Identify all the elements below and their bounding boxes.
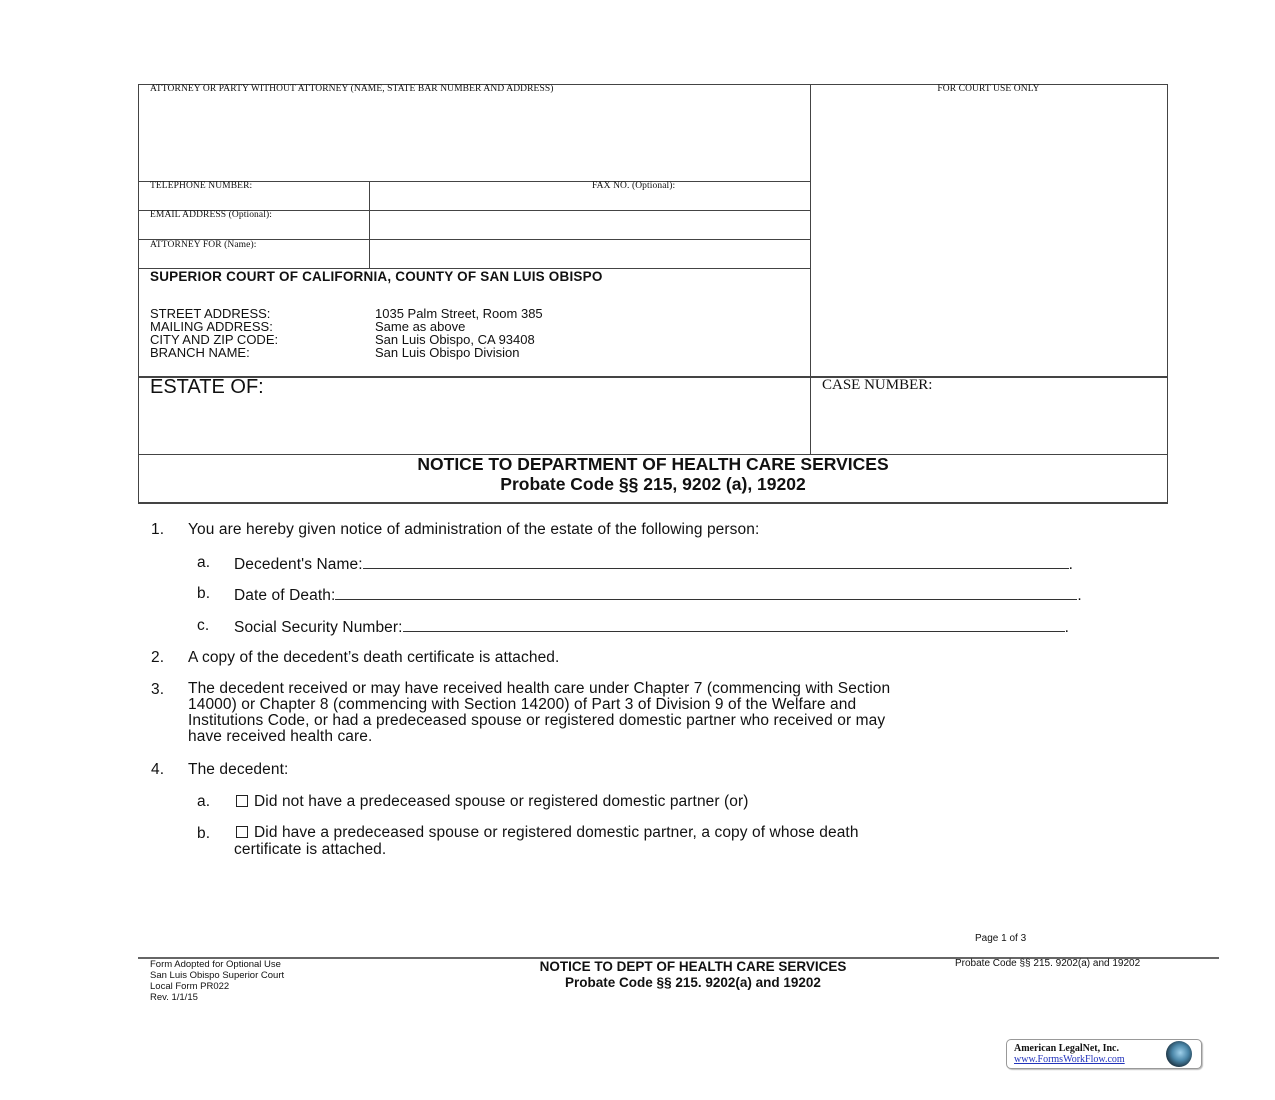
footer-center	[463, 959, 923, 991]
period: .	[1064, 619, 1069, 636]
local-form-text: Local Form PR022	[150, 981, 230, 992]
decedent-name-label: Decedent's Name:	[234, 556, 363, 573]
footer-subtitle: Probate Code §§ 215. 9202(a) and 19202	[565, 975, 821, 990]
item-1b-row	[234, 585, 1082, 605]
court-use-label: FOR COURT USE ONLY	[937, 84, 1040, 94]
border-left	[138, 84, 139, 503]
city-zip-label: CITY AND ZIP CODE:	[150, 332, 279, 347]
item-4-text: The decedent:	[188, 761, 289, 778]
item-4b-text-line2: certificate is attached.	[234, 841, 387, 858]
border-right	[1167, 84, 1168, 503]
item-3-line: The decedent received or may have received health care under Chapter 7 (commencing with Section	[188, 680, 891, 697]
telephone-field[interactable]	[140, 193, 368, 209]
form-subtitle: Probate Code §§ 215, 9202 (a), 19202	[500, 474, 806, 494]
ssn-label: Social Security Number:	[234, 619, 403, 636]
court-address-labels	[150, 307, 278, 359]
item-4b-option	[236, 825, 859, 841]
email-label: EMAIL ADDRESS (Optional):	[150, 210, 272, 220]
case-number-label: CASE NUMBER:	[822, 377, 933, 393]
attorney-field[interactable]	[140, 98, 808, 180]
item-1c-row	[234, 617, 1069, 637]
item-3-line: 14000) or Chapter 8 (commencing with Section 14200) of Part 3 of Division 9 of the Welfare and	[188, 696, 857, 713]
row-line	[138, 376, 1168, 378]
branch-name-label: BRANCH NAME:	[150, 345, 250, 360]
city-zip-value: San Luis Obispo, CA 93408	[375, 332, 535, 347]
item-1b-letter: b.	[197, 585, 211, 602]
form-title: NOTICE TO DEPARTMENT OF HEALTH CARE SERVICES	[417, 454, 889, 474]
footer-title: NOTICE TO DEPT OF HEALTH CARE SERVICES	[539, 959, 847, 974]
footer-right: Probate Code §§ 215. 9202(a) and 19202	[955, 958, 1141, 969]
item-3-text	[188, 681, 890, 745]
item-4b-letter: b.	[197, 825, 211, 842]
item-4b-text: Did have a predeceased spouse or registered domestic partner, a copy of whose death	[254, 824, 859, 841]
attorney-for-field[interactable]	[371, 241, 809, 267]
date-of-death-field[interactable]	[335, 585, 1077, 600]
court-text: San Luis Obispo Superior Court	[150, 970, 285, 981]
street-address-label: STREET ADDRESS:	[150, 306, 271, 321]
period: .	[1077, 587, 1082, 604]
item-1c-letter: c.	[197, 617, 210, 634]
item-1a-row	[234, 554, 1073, 574]
footer-left	[150, 959, 284, 1003]
decedent-name-field[interactable]	[363, 554, 1069, 569]
page-number: Page 1 of 3	[975, 933, 1027, 944]
company-name: American LegalNet, Inc.	[1014, 1043, 1119, 1054]
email-field[interactable]	[371, 212, 809, 238]
case-number-field[interactable]	[813, 398, 1165, 452]
attorney-label: ATTORNEY OR PARTY WITHOUT ATTORNEY (NAME, STATE BAR NUMBER AND ADDRESS)	[150, 84, 554, 94]
forms-workflow-link[interactable]: www.FormsWorkFlow.com	[1014, 1054, 1125, 1065]
estate-of-field[interactable]	[140, 402, 808, 452]
item-2-number: 2.	[151, 649, 165, 666]
has-spouse-checkbox[interactable]	[236, 826, 248, 838]
form-adopted-text: Form Adopted for Optional Use	[150, 959, 281, 970]
revision-text: Rev. 1/1/15	[150, 992, 198, 1003]
label-divider	[369, 181, 370, 269]
fax-label: FAX NO. (Optional):	[592, 181, 676, 191]
globe-logo-icon	[1166, 1041, 1192, 1067]
item-4a-text: Did not have a predeceased spouse or registered domestic partner (or)	[254, 793, 749, 810]
legalnet-badge[interactable]	[1006, 1039, 1202, 1069]
item-1-number: 1.	[151, 521, 165, 538]
item-2-text: A copy of the decedent’s death certificate is attached.	[188, 649, 560, 666]
street-address-value: 1035 Palm Street, Room 385	[375, 306, 543, 321]
mailing-address-label: MAILING ADDRESS:	[150, 319, 273, 334]
item-4a-option	[236, 793, 749, 811]
attorney-for-label: ATTORNEY FOR (Name):	[150, 240, 257, 250]
estate-of-label: ESTATE OF:	[150, 376, 264, 398]
telephone-label: TELEPHONE NUMBER:	[150, 181, 253, 191]
border-bottom	[138, 502, 1168, 504]
branch-name-value: San Luis Obispo Division	[375, 345, 520, 360]
item-1a-letter: a.	[197, 554, 211, 571]
fax-field[interactable]	[371, 193, 809, 209]
column-divider	[810, 84, 811, 455]
court-name: SUPERIOR COURT OF CALIFORNIA, COUNTY OF SAN LUIS OBISPO	[150, 269, 603, 284]
date-of-death-label: Date of Death:	[234, 587, 336, 604]
item-4a-letter: a.	[197, 793, 211, 810]
item-1-text: You are hereby given notice of administration of the estate of the following person:	[188, 521, 760, 538]
item-4-number: 4.	[151, 761, 165, 778]
mailing-address-value: Same as above	[375, 319, 466, 334]
item-3-number: 3.	[151, 681, 165, 698]
item-3-line: Institutions Code, or had a predeceased spouse or registered domestic partner who received or may	[188, 712, 886, 729]
no-spouse-checkbox[interactable]	[236, 795, 248, 807]
court-address-values	[375, 307, 543, 359]
period: .	[1068, 556, 1074, 573]
item-3-line: have received health care.	[188, 728, 373, 745]
ssn-field[interactable]	[403, 617, 1065, 632]
